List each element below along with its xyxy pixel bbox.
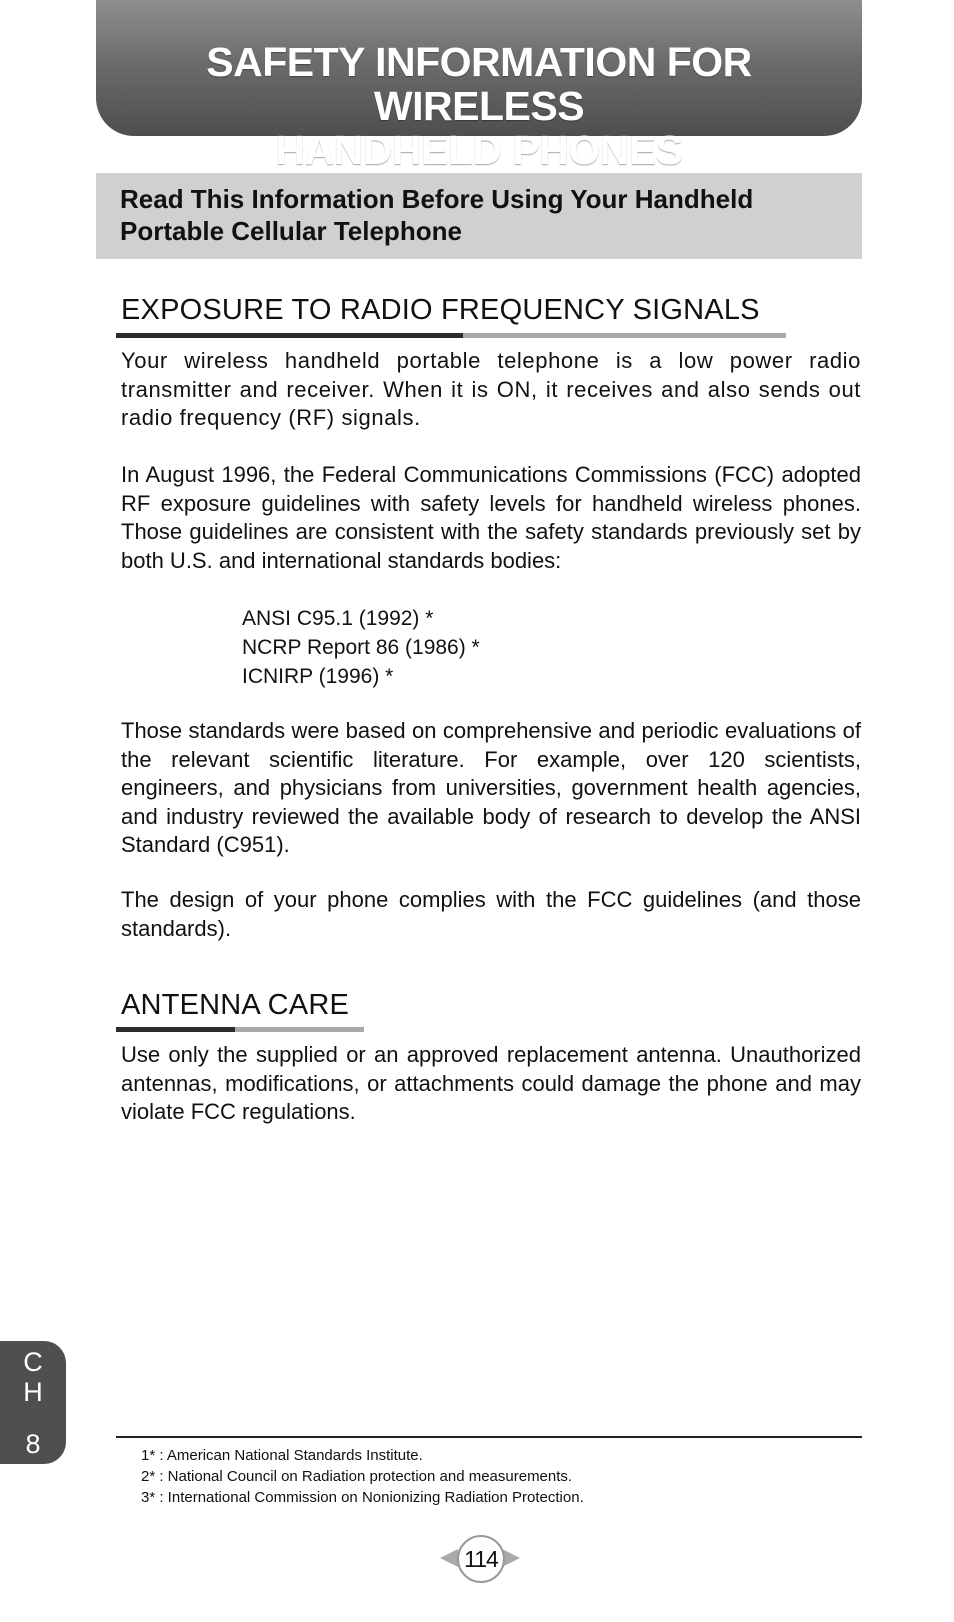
- footnote-1: 1* : American National Standards Institute.: [141, 1447, 423, 1464]
- standard-icnirp: ICNIRP (1996) *: [242, 665, 394, 688]
- paragraph-rf-intro: Your wireless handheld portable telephone is a low power radio transmitter and receiver. When it is ON, it receives and also sends out radio frequency (RF) signals.: [121, 348, 861, 430]
- chapter-tab-letter-h: H: [23, 1377, 43, 1407]
- left-arrow-icon: [440, 1549, 458, 1567]
- footnote-2: 2* : National Council on Radiation protection and measurements.: [141, 1468, 573, 1485]
- section-underline-exposure: [116, 333, 786, 338]
- notice-box: [96, 173, 862, 259]
- section-underline-antenna: [116, 1027, 364, 1032]
- paragraph-fcc-guidelines: In August 1996, the Federal Communications Commissions (FCC) adopted RF exposure guidelines with safety levels for handheld wireless phones. Those guidelines are consistent with the safety standards previously set by both U.S. and international standards bodies:: [121, 462, 861, 573]
- footnotes: [141, 1445, 841, 1508]
- section-heading-exposure: EXPOSURE TO RADIO FREQUENCY SIGNALS: [121, 294, 760, 326]
- page-title-line-1: SAFETY INFORMATION FOR WIRELESS: [206, 39, 752, 129]
- page-title: [96, 0, 862, 172]
- notice-line-2: Portable Cellular Telephone: [120, 216, 462, 246]
- section-heading-antenna: ANTENNA CARE: [121, 989, 349, 1021]
- paragraph-standards-evaluation: Those standards were based on comprehensive and periodic evaluations of the relevant scientific literature. For example, over 120 scientists, engineers, and physicians from universities, government health agencies, and industry reviewed the available body of research to develop the ANSI Standard (C951).: [121, 718, 861, 857]
- notice-line-1: Read This Information Before Using Your Handheld: [120, 184, 754, 214]
- paragraph-design-compliance: The design of your phone complies with the FCC guidelines (and those standards).: [121, 887, 861, 941]
- title-banner: [96, 0, 862, 173]
- footnote-3: 3* : International Commission on Nonionizing Radiation Protection.: [141, 1489, 584, 1506]
- page-number: 114: [457, 1535, 505, 1583]
- page-title-line-2: HANDHELD PHONES: [275, 127, 683, 173]
- chapter-tab-number: 8: [25, 1429, 41, 1459]
- paragraph-antenna-care: Use only the supplied or an approved replacement antenna. Unauthorized antennas, modifications, or attachments could damage the phone and may violate FCC regulations.: [121, 1042, 861, 1124]
- chapter-tab-letter-c: C: [23, 1347, 43, 1377]
- standard-ncrp: NCRP Report 86 (1986) *: [242, 636, 480, 659]
- notice-text: [120, 183, 820, 247]
- chapter-tab: [0, 1341, 66, 1464]
- footnote-divider: [116, 1436, 862, 1438]
- standard-ansi: ANSI C95.1 (1992) *: [242, 607, 434, 630]
- page-number-badge: [440, 1535, 520, 1581]
